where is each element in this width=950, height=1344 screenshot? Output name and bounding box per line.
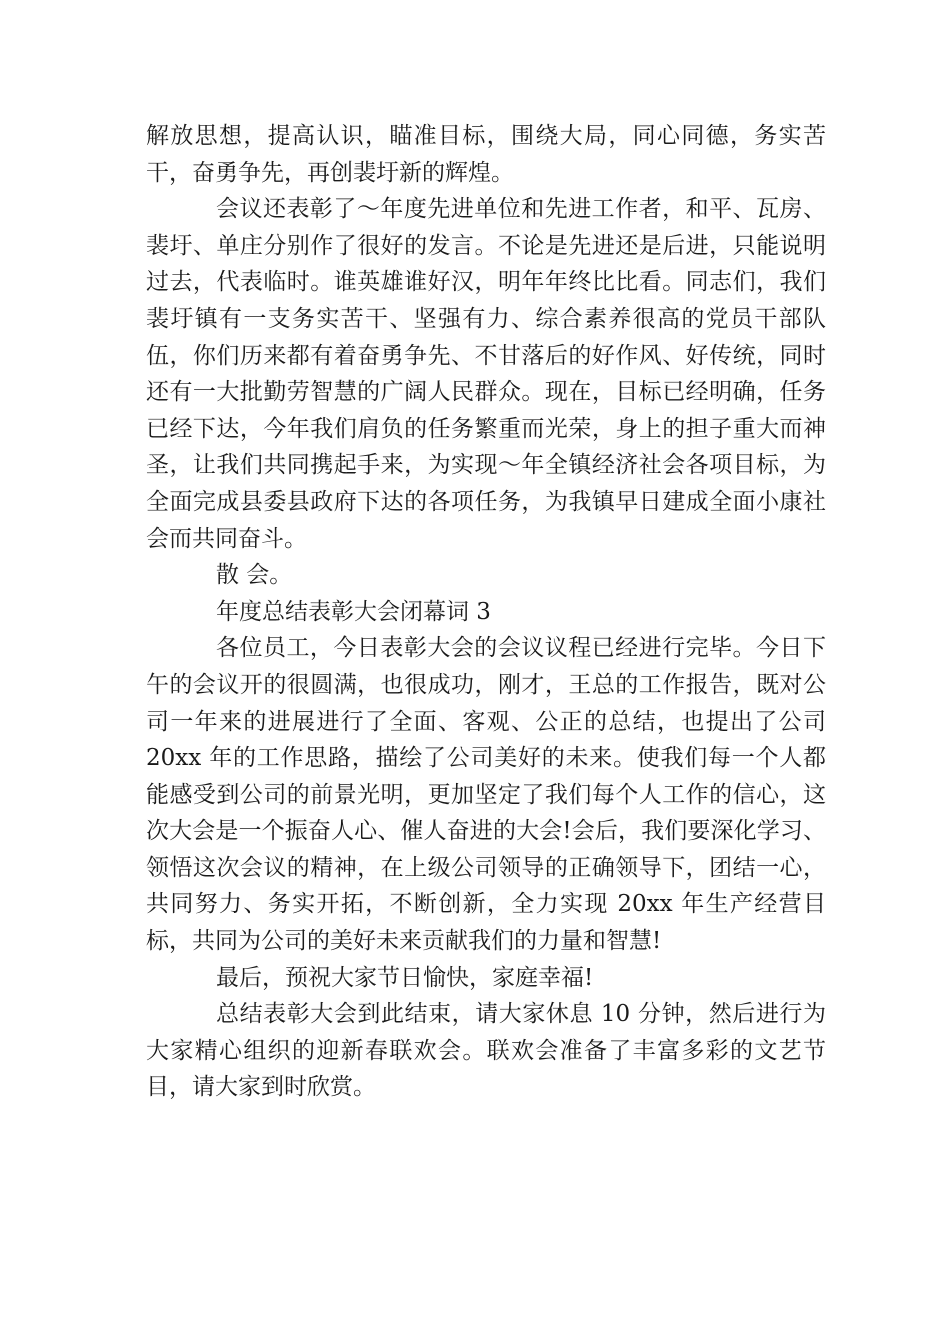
paragraph-adjourn: 散 会。 (216, 562, 293, 589)
paragraph-6: 总结表彰大会到此结束，请大家休息 10 分钟，然后进行为大家精心组织的迎新春联欢会。联欢会准备了丰富多彩的文艺节目，请大家到时欣赏。 (146, 1001, 826, 1101)
paragraph-5: 最后，预祝大家节日愉快，家庭幸福! (216, 964, 594, 991)
paragraph-2: 会议还表彰了～年度先进单位和先进工作者，和平、瓦房、裴圩、单庄分别作了很好的发言。不论是先进还是后进，只能说明过去，代表临时。谁英雄谁好汉，明年年终比比看。同志们，我们裴圩镇有一支务实苦干、坚强有力、综合素养很高的党员干部队伍，你们历来都有着奋勇争先、不甘落后的好作风、好传统，同时还有一大批勤劳智慧的广阔人民群众。现在，目标已经明确，任务已经下达，今年我们肩负的任务繁重而光荣，身上的担子重大而神圣，让我们共同携起手来，为实现～年全镇经济社会各项目标，为全面完成县委县政府下达的各项任务，为我镇早日建成全面小康社会而共同奋斗。 (146, 196, 826, 552)
section-heading: 年度总结表彰大会闭幕词 3 (216, 598, 491, 625)
document-body (146, 118, 826, 1106)
paragraph-1: 解放思想，提高认识，瞄准目标，围绕大局，同心同德，务实苦干，奋勇争先，再创裴圩新的辉煌。 (146, 123, 826, 186)
paragraph-4: 各位员工，今日表彰大会的会议议程已经进行完毕。今日下午的会议开的很圆满，也很成功，刚才，王总的工作报告，既对公司一年来的进展进行了全面、客观、公正的总结，也提出了公司 20xx 年的工作思路，描绘了公司美好的未来。使我们每一个人都能感受到公司的前景光明，更加坚定了我们每个人工作的信心，这次大会是一个振奋人心、催人奋进的大会!会后，我们要深化学习、领悟这次会议的精神，在上级公司领导的正确领导下，团结一心，共同努力、务实开拓，不断创新，全力实现 20xx 年生产经营目标，共同为公司的美好未来贡献我们的力量和智慧! (146, 635, 826, 955)
